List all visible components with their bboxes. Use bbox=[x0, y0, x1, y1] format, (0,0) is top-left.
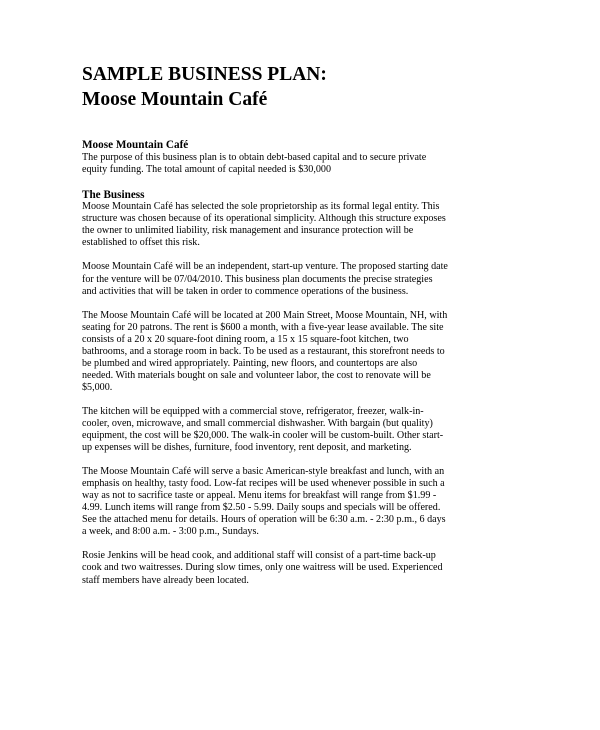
spacer bbox=[82, 112, 560, 139]
paragraph-line: be plumbed and wired appropriately. Painting, new floors, and countertops are also bbox=[82, 357, 418, 369]
spacer bbox=[82, 538, 560, 550]
paragraph-line: The purpose of this business plan is to obtain debt-based capital and to secure private bbox=[82, 151, 427, 163]
paragraph bbox=[82, 550, 560, 586]
paragraph-line: structure was chosen because of its operational simplicity. Although this structure exposes bbox=[82, 213, 446, 225]
section bbox=[82, 139, 560, 176]
spacer bbox=[82, 298, 560, 310]
document-body bbox=[82, 62, 560, 587]
document-title bbox=[82, 62, 560, 112]
paragraph-line: cooler, oven, microwave, and small commercial dishwasher. With bargain (but quality) bbox=[82, 417, 433, 429]
paragraph-line: equity funding. The total amount of capital needed is $30,000 bbox=[82, 163, 332, 175]
paragraph bbox=[82, 261, 560, 297]
paragraph-line: equipment, the cost will be $20,000. The walk-in cooler will be custom-built. Other start- bbox=[82, 430, 444, 442]
paragraph-line: Moose Mountain Café will be an independent, start-up venture. The proposed starting date bbox=[82, 261, 448, 273]
paragraph bbox=[82, 406, 560, 454]
paragraph-line: The Moose Mountain Café will serve a basic American-style breakfast and lunch, with an bbox=[82, 466, 445, 478]
document-title-line: Moose Mountain Café bbox=[82, 89, 268, 110]
paragraph-line: staff members have already been located. bbox=[82, 574, 249, 586]
spacer bbox=[82, 454, 560, 466]
paragraph-line: The kitchen will be equipped with a commercial stove, refrigerator, freezer, walk-in- bbox=[82, 405, 424, 417]
paragraph-line: $5,000. bbox=[82, 381, 113, 393]
paragraph-line: seating for 20 patrons. The rent is $600 a month, with a five-year lease available. The site bbox=[82, 321, 444, 333]
paragraph-line: bathrooms, and a storage room in back. To be used as a restaurant, this storefront needs to bbox=[82, 345, 445, 357]
paragraph-line: Rosie Jenkins will be head cook, and additional staff will consist of a part-time back-up bbox=[82, 550, 436, 562]
section-heading: The Business bbox=[82, 188, 145, 201]
paragraph-line: Moose Mountain Café has selected the sole proprietorship as its formal legal entity. This bbox=[82, 201, 440, 213]
paragraph-line: and activities that will be taken in order to commence operations of the business. bbox=[82, 285, 409, 297]
paragraph-line: cook and two waitresses. During slow times, only one waitress will be used. Experienced bbox=[82, 562, 443, 574]
paragraph-line: The Moose Mountain Café will be located at 200 Main Street, Moose Mountain, NH, with bbox=[82, 309, 448, 321]
paragraph-line: needed. With materials bought on sale and volunteer labor, the cost to renovate will be bbox=[82, 369, 431, 381]
spacer bbox=[82, 249, 560, 261]
paragraph bbox=[82, 310, 560, 394]
paragraph-line: established to offset this risk. bbox=[82, 237, 200, 249]
spacer bbox=[82, 394, 560, 406]
document-title-line: SAMPLE BUSINESS PLAN: bbox=[82, 64, 327, 85]
paragraph-line: See the attached menu for details. Hours of operation will be 6:30 a.m. - 2:30 p.m., 6 days bbox=[82, 514, 446, 526]
paragraph bbox=[82, 201, 560, 249]
paragraph-line: way as not to sacrifice taste or appeal. Menu items for breakfast will range from $1.99 - bbox=[82, 490, 437, 502]
paragraph-line: 4.99. Lunch items will range from $2.50 - 5.99. Daily soups and specials will be offered. bbox=[82, 502, 441, 514]
section-heading: Moose Mountain Café bbox=[82, 139, 189, 151]
paragraph bbox=[82, 466, 560, 538]
paragraph-line: emphasis on healthy, tasty food. Low-fat recipes will be used whenever possible in such a bbox=[82, 478, 445, 490]
paragraph-line: consists of a 20 x 20 square-foot dining room, a 15 x 15 square-foot kitchen, two bbox=[82, 333, 409, 345]
paragraph-line: the owner to unlimited liability, risk management and insurance protection will be bbox=[82, 225, 414, 237]
section bbox=[82, 189, 560, 587]
paragraph-line: a week, and 8:00 a.m. - 3:00 p.m., Sundays. bbox=[82, 526, 259, 538]
paragraph-line: for the venture will be 07/04/2010. This business plan documents the precise strategies bbox=[82, 273, 433, 285]
paragraph bbox=[82, 152, 560, 176]
spacer bbox=[82, 176, 560, 189]
paragraph-line: up expenses will be dishes, furniture, food inventory, rent deposit, and marketing. bbox=[82, 442, 412, 454]
